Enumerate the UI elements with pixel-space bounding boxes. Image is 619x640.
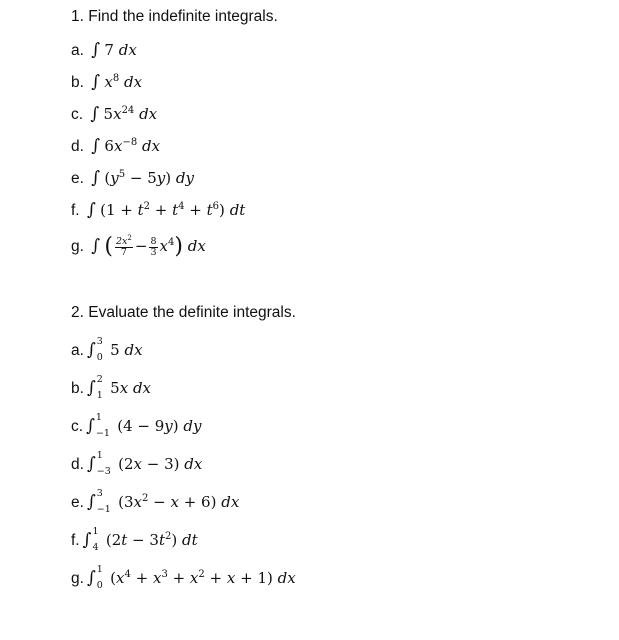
integral-sign: ∫: [91, 168, 101, 188]
problem-2a: [71, 338, 143, 362]
problem-label: c.: [71, 418, 84, 436]
integral-sign: ∫: [82, 530, 92, 551]
integrand: $x^8$ dx: [104, 73, 143, 91]
problem-2c: [71, 414, 202, 438]
problem-label: b.: [71, 380, 84, 398]
problem-label: d.: [71, 138, 84, 155]
problem-label: g.: [71, 570, 84, 588]
integral-sign: ∫: [86, 568, 96, 589]
integral-limits: 1 −1: [95, 412, 110, 439]
integral-sign: ∫: [86, 454, 96, 475]
integral-sign: ∫: [86, 492, 96, 513]
integral-sign: ∫: [86, 378, 96, 399]
integral-sign: ∫: [90, 104, 100, 124]
problem-label: e.: [71, 170, 84, 187]
integrand: 5x dx: [110, 379, 152, 398]
problem-1b: [71, 70, 142, 94]
integral-limits: 1 −3: [96, 450, 111, 477]
integrand: $6x^{-8}$ dx: [104, 137, 161, 155]
problem-2e: [71, 490, 239, 514]
integrand: $(1 + t^2 + t^4 + t^6)$ dt: [100, 201, 246, 219]
problem-label: f.: [71, 532, 80, 550]
problem-1d: [71, 134, 160, 158]
problem-label: e.: [71, 494, 84, 512]
integral-limits: 1 4: [92, 526, 99, 553]
integrand: ( $\frac{2x^2}{7}$ − $\frac{8}{3}$ $x^4$) dx: [104, 233, 206, 259]
integral-limits: 3 0: [96, 336, 103, 363]
problem-label: b.: [71, 74, 84, 91]
fraction-2: $\frac{8}{3}$: [150, 235, 157, 258]
problem-2d: [71, 452, 202, 476]
problem-2b: [71, 376, 151, 400]
integrand: $5x^{24}$ dx: [103, 105, 158, 123]
integral-sign: ∫: [91, 136, 101, 156]
problem-1g: [71, 234, 206, 258]
integrand: $(3x^2 - x + 6)$ dx: [118, 493, 240, 512]
integral-sign: ∫: [91, 72, 101, 92]
problem-2g: [71, 566, 296, 590]
integral-limits: 2 1: [96, 374, 103, 401]
problem-1a: [71, 38, 137, 62]
integrand: 5 dx: [110, 341, 143, 360]
section-1-title: 1. Find the indefinite integrals.: [71, 8, 278, 25]
fraction-1: $\frac{2x^2}{7}$: [116, 233, 132, 258]
problem-1e: [71, 166, 194, 190]
integrand: (4 − 9y) dy: [117, 417, 202, 436]
integral-limits: 3 −1: [96, 488, 111, 515]
integral-sign: ∫: [86, 200, 96, 220]
problem-label: a.: [71, 42, 84, 59]
problem-label: f.: [71, 202, 80, 219]
problem-label: a.: [71, 342, 84, 360]
integrand: $(y^5 - 5y)$ dy: [104, 169, 194, 187]
integral-sign: ∫: [91, 40, 101, 60]
integrand: $(2t - 3t^2)$ dt: [105, 531, 198, 550]
integrand: 7 dx: [104, 41, 137, 59]
section-2-title: 2. Evaluate the definite integrals.: [71, 304, 296, 321]
problem-1c: [71, 102, 157, 126]
integral-sign: ∫: [86, 416, 95, 437]
integral-limits: 1 0: [96, 564, 103, 591]
integral-sign: ∫: [86, 340, 96, 361]
integrand: (2x − 3) dx: [118, 455, 203, 474]
problem-label: c.: [71, 106, 84, 123]
problem-label: g.: [71, 238, 84, 255]
problem-1f: [71, 198, 245, 222]
problem-label: d.: [71, 456, 84, 474]
integrand: $(x^4 + x^3 + x^2 + x + 1)$ dx: [110, 569, 296, 588]
integral-sign: ∫: [91, 236, 101, 256]
problem-2f: [71, 528, 198, 552]
